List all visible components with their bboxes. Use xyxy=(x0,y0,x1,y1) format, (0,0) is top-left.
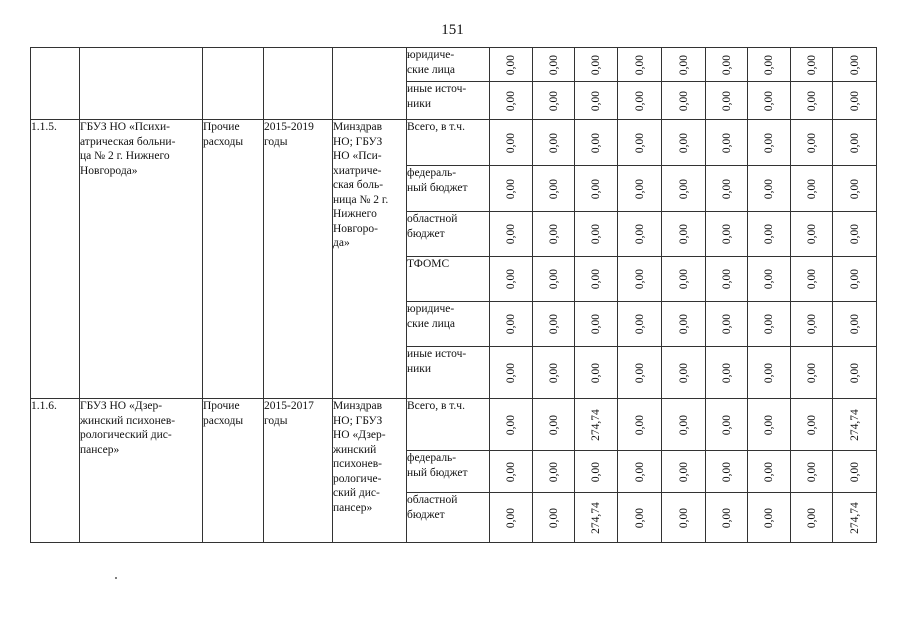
organization-name: ГБУЗ НО «Психи- атрическая больни- ца № 2 г. Нижнего Новгорода» xyxy=(80,120,203,399)
value-text: 0,00 xyxy=(633,223,646,245)
value-text: 0,00 xyxy=(720,132,733,153)
value-cell xyxy=(533,347,575,399)
value-cell xyxy=(575,399,618,451)
value-cell xyxy=(575,166,618,212)
value-cell xyxy=(490,166,533,212)
value-cell xyxy=(490,302,533,347)
value-cell xyxy=(662,347,706,399)
value-cell xyxy=(706,399,748,451)
value-cell xyxy=(791,257,833,302)
value-text: 0,00 xyxy=(504,268,517,290)
value-cell xyxy=(706,120,748,166)
value-text: 0,00 xyxy=(762,90,775,111)
value-text: 0,00 xyxy=(547,178,560,199)
value-text: 0,00 xyxy=(762,507,775,528)
value-cell xyxy=(833,166,877,212)
value-text: 0,00 xyxy=(504,54,517,75)
funding-source: федераль- ный бюджет xyxy=(407,451,490,493)
value-text: 0,00 xyxy=(848,461,861,482)
value-text: 0,00 xyxy=(805,54,818,75)
value-text: 0,00 xyxy=(589,132,602,153)
value-cell xyxy=(748,451,791,493)
budget-table xyxy=(30,47,877,543)
value-cell xyxy=(533,82,575,120)
value-cell xyxy=(833,451,877,493)
value-text: 0,00 xyxy=(762,268,775,290)
value-cell xyxy=(490,347,533,399)
value-text: 0,00 xyxy=(805,414,818,435)
value-text: 0,00 xyxy=(589,362,602,383)
value-text: 0,00 xyxy=(762,54,775,75)
value-text: 0,00 xyxy=(547,461,560,482)
value-text: 0,00 xyxy=(633,90,646,111)
value-cell xyxy=(706,166,748,212)
expense-type: Прочие расходы xyxy=(203,120,264,399)
value-text: 0,00 xyxy=(633,507,646,528)
funding-source: юридиче- ские лица xyxy=(407,302,490,347)
value-cell xyxy=(575,120,618,166)
value-text: 0,00 xyxy=(633,461,646,482)
expense-type xyxy=(203,48,264,120)
value-text: 0,00 xyxy=(589,223,602,245)
value-cell xyxy=(662,120,706,166)
value-cell xyxy=(575,257,618,302)
value-cell xyxy=(706,451,748,493)
value-text: 0,00 xyxy=(677,461,690,482)
value-text: 0,00 xyxy=(762,414,775,435)
value-text: 0,00 xyxy=(504,223,517,245)
value-cell xyxy=(490,48,533,82)
value-text: 0,00 xyxy=(677,54,690,75)
value-cell xyxy=(490,212,533,257)
value-text: 0,00 xyxy=(677,90,690,111)
funding-source: иные источ- ники xyxy=(407,82,490,120)
value-cell xyxy=(833,257,877,302)
value-text: 0,00 xyxy=(805,461,818,482)
value-cell xyxy=(748,48,791,82)
value-text: 0,00 xyxy=(805,507,818,528)
value-text: 0,00 xyxy=(547,362,560,383)
value-text: 0,00 xyxy=(677,507,690,528)
value-text: 0,00 xyxy=(547,90,560,111)
value-text: 0,00 xyxy=(762,132,775,153)
value-text: 0,00 xyxy=(762,178,775,199)
value-cell xyxy=(791,82,833,120)
value-cell xyxy=(748,82,791,120)
value-text: 0,00 xyxy=(848,178,861,199)
value-cell xyxy=(706,493,748,543)
value-cell xyxy=(575,347,618,399)
scan-speck xyxy=(115,577,117,579)
value-cell xyxy=(662,166,706,212)
value-cell xyxy=(618,399,662,451)
value-text: 0,00 xyxy=(848,90,861,111)
value-text: 274,74 xyxy=(848,408,861,441)
value-cell xyxy=(833,48,877,82)
value-text: 0,00 xyxy=(720,362,733,383)
value-cell xyxy=(706,347,748,399)
value-text: 0,00 xyxy=(805,178,818,199)
value-text: 0,00 xyxy=(504,461,517,482)
value-cell xyxy=(490,82,533,120)
value-text: 0,00 xyxy=(677,132,690,153)
executor: Минздрав НО; ГБУЗ НО «Дзер- жинский психонев- рологиче- ский дис- пансер» xyxy=(333,399,407,543)
value-text: 0,00 xyxy=(547,507,560,528)
value-text: 0,00 xyxy=(589,90,602,111)
value-cell xyxy=(706,82,748,120)
value-text: 0,00 xyxy=(805,362,818,383)
value-text: 0,00 xyxy=(848,362,861,383)
funding-source: областной бюджет xyxy=(407,212,490,257)
value-cell xyxy=(618,302,662,347)
table-row xyxy=(31,399,877,451)
value-text: 0,00 xyxy=(633,362,646,383)
value-text: 0,00 xyxy=(589,178,602,199)
value-cell xyxy=(748,166,791,212)
value-text: 0,00 xyxy=(720,268,733,290)
value-text: 0,00 xyxy=(805,268,818,290)
row-number xyxy=(31,48,80,120)
value-text: 0,00 xyxy=(504,362,517,383)
value-text: 0,00 xyxy=(633,178,646,199)
value-text: 0,00 xyxy=(547,54,560,75)
value-cell xyxy=(662,257,706,302)
value-cell xyxy=(791,212,833,257)
value-text: 0,00 xyxy=(848,54,861,75)
value-cell xyxy=(791,493,833,543)
value-cell xyxy=(791,347,833,399)
funding-source: юридиче- ские лица xyxy=(407,48,490,82)
value-cell xyxy=(533,451,575,493)
value-text: 274,74 xyxy=(589,501,602,534)
value-cell xyxy=(618,48,662,82)
value-text: 0,00 xyxy=(805,90,818,111)
funding-source: иные источ- ники xyxy=(407,347,490,399)
value-text: 0,00 xyxy=(677,223,690,245)
value-text: 0,00 xyxy=(720,178,733,199)
value-cell xyxy=(833,120,877,166)
value-text: 0,00 xyxy=(504,313,517,335)
value-cell xyxy=(791,120,833,166)
value-text: 0,00 xyxy=(633,313,646,335)
value-cell xyxy=(618,166,662,212)
value-cell xyxy=(833,399,877,451)
value-cell xyxy=(706,212,748,257)
value-cell xyxy=(706,48,748,82)
value-text: 0,00 xyxy=(677,362,690,383)
value-text: 0,00 xyxy=(848,313,861,335)
value-cell xyxy=(748,120,791,166)
row-number: 1.1.6. xyxy=(31,399,80,543)
value-cell xyxy=(533,212,575,257)
value-text: 0,00 xyxy=(720,90,733,111)
value-cell xyxy=(490,120,533,166)
value-text: 0,00 xyxy=(677,268,690,290)
funding-source: ТФОМС xyxy=(407,257,490,302)
funding-source: областной бюджет xyxy=(407,493,490,543)
value-text: 0,00 xyxy=(848,268,861,290)
value-cell xyxy=(662,493,706,543)
value-text: 0,00 xyxy=(633,268,646,290)
value-cell xyxy=(791,48,833,82)
funding-source: федераль- ный бюджет xyxy=(407,166,490,212)
value-cell xyxy=(748,347,791,399)
value-text: 0,00 xyxy=(504,507,517,528)
period xyxy=(264,48,333,120)
expense-type: Прочие расходы xyxy=(203,399,264,543)
value-text: 0,00 xyxy=(589,313,602,335)
value-text: 0,00 xyxy=(504,414,517,435)
value-cell xyxy=(791,166,833,212)
value-cell xyxy=(618,451,662,493)
value-text: 0,00 xyxy=(547,132,560,153)
funding-source: Всего, в т.ч. xyxy=(407,399,490,451)
value-cell xyxy=(575,82,618,120)
value-cell xyxy=(833,212,877,257)
value-cell xyxy=(490,451,533,493)
organization-name: ГБУЗ НО «Дзер- жинский психонев- рологический дис- пансер» xyxy=(80,399,203,543)
value-cell xyxy=(662,399,706,451)
value-cell xyxy=(533,302,575,347)
value-text: 0,00 xyxy=(677,414,690,435)
value-text: 0,00 xyxy=(504,178,517,199)
value-cell xyxy=(490,493,533,543)
value-cell xyxy=(791,399,833,451)
value-cell xyxy=(662,48,706,82)
value-cell xyxy=(833,302,877,347)
value-text: 0,00 xyxy=(504,132,517,153)
page-number: 151 xyxy=(441,22,464,38)
value-cell xyxy=(662,82,706,120)
value-text: 0,00 xyxy=(589,461,602,482)
value-text: 0,00 xyxy=(547,313,560,335)
executor xyxy=(333,48,407,120)
value-text: 0,00 xyxy=(547,414,560,435)
value-text: 0,00 xyxy=(677,178,690,199)
value-cell xyxy=(618,257,662,302)
value-cell xyxy=(748,257,791,302)
value-cell xyxy=(575,302,618,347)
value-text: 0,00 xyxy=(547,223,560,245)
period: 2015-2019 годы xyxy=(264,120,333,399)
value-cell xyxy=(833,82,877,120)
value-text: 0,00 xyxy=(762,313,775,335)
value-text: 274,74 xyxy=(589,408,602,441)
value-cell xyxy=(791,302,833,347)
value-text: 0,00 xyxy=(805,223,818,245)
value-text: 0,00 xyxy=(633,132,646,153)
value-text: 0,00 xyxy=(762,461,775,482)
organization-name xyxy=(80,48,203,120)
value-cell xyxy=(575,212,618,257)
value-text: 0,00 xyxy=(720,461,733,482)
value-text: 274,74 xyxy=(848,501,861,534)
value-cell xyxy=(533,120,575,166)
value-text: 0,00 xyxy=(589,268,602,290)
value-cell xyxy=(575,48,618,82)
value-cell xyxy=(618,82,662,120)
value-cell xyxy=(748,399,791,451)
table-row xyxy=(31,120,877,166)
period: 2015-2017 годы xyxy=(264,399,333,543)
value-cell xyxy=(618,347,662,399)
value-text: 0,00 xyxy=(633,414,646,435)
value-text: 0,00 xyxy=(720,54,733,75)
value-text: 0,00 xyxy=(720,507,733,528)
value-cell xyxy=(706,257,748,302)
value-text: 0,00 xyxy=(547,268,560,290)
value-cell xyxy=(618,120,662,166)
value-text: 0,00 xyxy=(762,223,775,245)
value-cell xyxy=(791,451,833,493)
value-cell xyxy=(490,257,533,302)
value-text: 0,00 xyxy=(720,414,733,435)
value-cell xyxy=(533,493,575,543)
value-cell xyxy=(662,212,706,257)
table-row xyxy=(31,48,877,82)
value-cell xyxy=(533,399,575,451)
value-cell xyxy=(618,493,662,543)
value-text: 0,00 xyxy=(762,362,775,383)
row-number: 1.1.5. xyxy=(31,120,80,399)
value-text: 0,00 xyxy=(848,223,861,245)
value-cell xyxy=(662,451,706,493)
executor: Минздрав НО; ГБУЗ НО «Пси- хиатриче- ская боль- ница № 2 г. Нижнего Новгоро- да» xyxy=(333,120,407,399)
value-text: 0,00 xyxy=(720,313,733,335)
funding-source: Всего, в т.ч. xyxy=(407,120,490,166)
value-cell xyxy=(533,166,575,212)
value-cell xyxy=(533,48,575,82)
value-text: 0,00 xyxy=(633,54,646,75)
value-cell xyxy=(833,493,877,543)
value-cell xyxy=(490,399,533,451)
value-text: 0,00 xyxy=(848,132,861,153)
value-cell xyxy=(833,347,877,399)
value-text: 0,00 xyxy=(504,90,517,111)
value-cell xyxy=(618,212,662,257)
value-cell xyxy=(706,302,748,347)
value-cell xyxy=(575,493,618,543)
value-cell xyxy=(748,302,791,347)
value-text: 0,00 xyxy=(805,313,818,335)
value-cell xyxy=(662,302,706,347)
value-text: 0,00 xyxy=(805,132,818,153)
value-text: 0,00 xyxy=(720,223,733,245)
value-cell xyxy=(575,451,618,493)
value-text: 0,00 xyxy=(677,313,690,335)
value-cell xyxy=(533,257,575,302)
value-cell xyxy=(748,212,791,257)
value-cell xyxy=(748,493,791,543)
value-text: 0,00 xyxy=(589,54,602,75)
